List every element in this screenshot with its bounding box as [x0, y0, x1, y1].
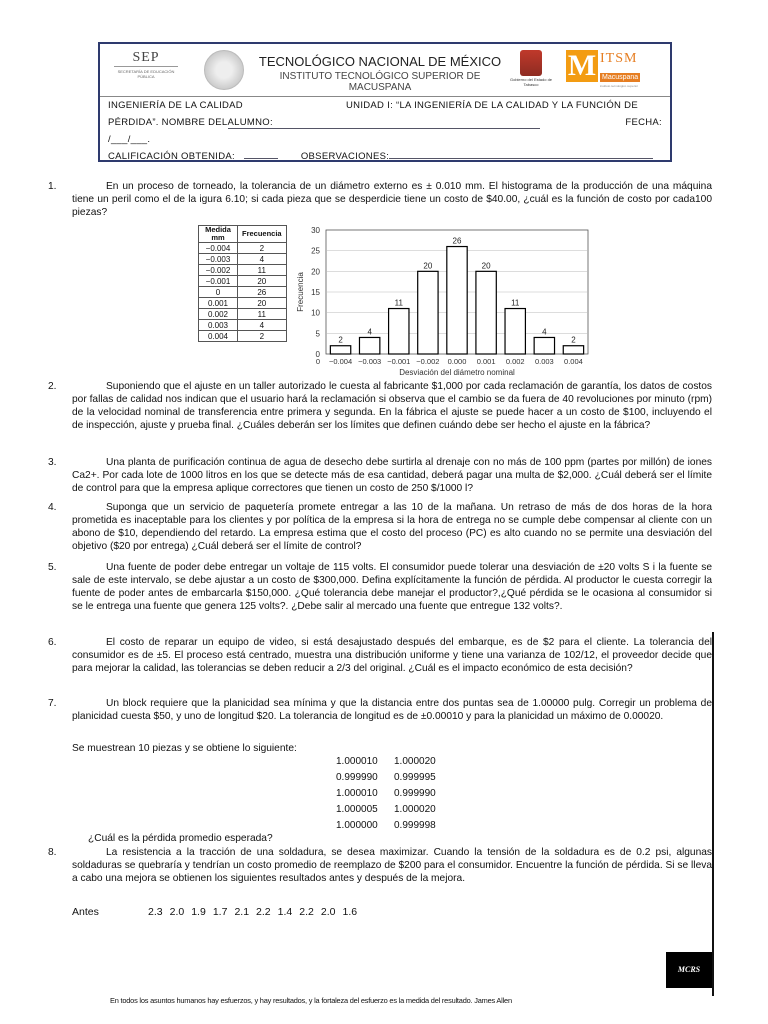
- mexico-seal-icon: [204, 50, 244, 90]
- measurement-row: [336, 820, 452, 831]
- table-cell: 20: [238, 276, 287, 287]
- itsm-logo-band: Macuspana: [602, 74, 639, 81]
- sep-logo: [114, 50, 178, 86]
- table-header: Frecuencia: [238, 226, 287, 243]
- question-number: 8.: [48, 847, 57, 858]
- antes-value: 2.3: [148, 906, 163, 918]
- question-6: [48, 636, 712, 675]
- table-cell: 0.001: [199, 298, 238, 309]
- question-text: Una planta de purificación continua de agua de desecho debe surtirla al drenaje con no más de 100 ppm (partes por millón) de iones Ca2+. Por cada lote de 1000 litros en los que se detecte más de esa cantidad, deberá pagar una multa de $2,000. ¿Cuál deberá ser el límite de control para que la empresa aplique correctores que tienen un costo de 250 $/1000 l?: [72, 457, 712, 494]
- question-7: [48, 697, 712, 723]
- table-cell: 4: [238, 254, 287, 265]
- right-margin-rule: [712, 632, 714, 996]
- table-cell: 2: [238, 331, 287, 342]
- table-row: [199, 331, 287, 342]
- table-row: [199, 320, 287, 331]
- question-7-ask: ¿Cuál es la pérdida promedio esperada?: [88, 833, 273, 844]
- student-name-field[interactable]: [228, 117, 540, 129]
- question-number: 3.: [48, 457, 57, 468]
- sep-logo-text: SEP: [114, 50, 178, 67]
- table-row: [199, 276, 287, 287]
- measurement-value: 0.999998: [394, 820, 436, 831]
- measurement-value: 0.999995: [394, 772, 436, 783]
- measurement-row: [336, 772, 452, 783]
- x-tick-label: 0.000: [447, 357, 467, 366]
- bar: [359, 337, 379, 354]
- antes-value: 2.2: [299, 906, 314, 918]
- bar-data-label: 4: [367, 327, 372, 337]
- unit-title-cont: PÉRDIDA”. NOMBRE DEL: [108, 117, 228, 128]
- y-tick-label: 10: [311, 308, 320, 318]
- question-text: Una fuente de poder debe entregar un voltaje de 115 volts. El consumidor puede tolerar una desviación de ±20 volts S i la fuente se sale de este intervalo, se debe ajustar a un costo de $300,000. Defina explícitamente la función de pérdida. Al productor le cuesta corregir la fuente de poder antes de embarcarla $150,000. ¿Qué tolerancia debe manejar el productor?,¿Qué pérdida se le ocasiona al consumidor si se le entrega una fuente que genera 125 volts?. ¿Debe salir al mercado una fuente que entregue 132 volts?.: [72, 562, 712, 612]
- antes-value: 1.9: [191, 906, 206, 918]
- antes-value: 1.6: [342, 906, 358, 918]
- table-row: [199, 309, 287, 320]
- observations-label: OBSERVACIONES:: [300, 151, 390, 162]
- measurement-value: 1.000010: [336, 788, 378, 799]
- x-tick-label: −0.004: [328, 357, 353, 366]
- bar-data-label: 20: [423, 261, 433, 271]
- institution-subtitle: INSTITUTO TECNOLÓGICO SUPERIOR DE MACUSPANA: [279, 71, 481, 93]
- bar-data-label: 11: [511, 298, 520, 308]
- x-tick-label: −0.001: [387, 357, 411, 366]
- question-number: 6.: [48, 637, 57, 648]
- itsm-logo: [600, 52, 662, 88]
- x-tick-label: 0.001: [476, 357, 496, 366]
- header-divider: [100, 96, 670, 97]
- question-4: [48, 501, 712, 553]
- institution-title: TECNOLÓGICO NACIONAL DE MÉXICO: [258, 54, 502, 69]
- bar-data-label: 20: [481, 261, 491, 271]
- x-tick-label: 0.002: [505, 357, 525, 366]
- table-row: [199, 265, 287, 276]
- measurement-value: 1.000010: [336, 756, 378, 767]
- measurement-value: 1.000005: [336, 804, 378, 815]
- student-name-label: ALUMNO:: [227, 117, 273, 128]
- grade-label: CALIFICACIÓN OBTENIDA:: [108, 151, 235, 162]
- grade-field[interactable]: [244, 158, 278, 159]
- x-axis-label: Desviación del diámetro nominal: [399, 368, 515, 377]
- y-tick-label: 0: [315, 350, 320, 359]
- bar: [447, 247, 467, 354]
- question-3: [48, 456, 712, 495]
- itsm-m-logo-icon: M: [567, 49, 597, 82]
- x-tick-label: −0.002: [416, 357, 440, 366]
- table-cell: 11: [238, 265, 287, 276]
- question-number: 5.: [48, 562, 57, 573]
- antes-row: [72, 906, 364, 918]
- antes-value: 1.4: [277, 906, 293, 918]
- table-cell: 0.004: [199, 331, 238, 342]
- footer-quote: En todos los asuntos humanos hay esfuerzos, y hay resultados, y la fortaleza del esfuerzo es la medida del resultado. James Allen: [110, 996, 512, 1005]
- question-5: [48, 561, 712, 613]
- question-7-sample: Se muestrean 10 piezas y se obtiene lo siguiente:: [72, 743, 297, 754]
- table-cell: 0.002: [199, 309, 238, 320]
- bar: [534, 337, 554, 354]
- measurement-value: 0.999990: [394, 788, 436, 799]
- table-cell: 2: [238, 243, 287, 254]
- bar-data-label: 26: [452, 236, 462, 246]
- bar: [330, 346, 350, 354]
- question-8: [48, 846, 712, 885]
- y-tick-label: 5: [315, 329, 320, 339]
- bar-data-label: 11: [394, 298, 403, 308]
- date-label: FECHA:: [625, 117, 662, 128]
- itsm-logo-tagline: instituto tecnológico superior: [600, 84, 639, 88]
- x-tick-label: 0.004: [564, 357, 583, 366]
- sep-logo-subtext: SECRETARÍA DE EDUCACIÓN PÚBLICA: [117, 69, 175, 79]
- bar-data-label: 2: [571, 335, 576, 345]
- y-tick-label: 20: [311, 267, 320, 277]
- y-tick-label: 15: [311, 288, 320, 297]
- bar: [389, 309, 409, 354]
- question-number: 1.: [48, 181, 57, 192]
- question-text: Suponga que un servicio de paquetería promete entregar a las 10 de la mañana. Un retraso de más de dos horas de la hora prometida es inaceptable para los clientes y por política de la empresa si la hora de entrega no se cumple debe compensar al cliente con un abono de $10, dependiendo del retardo. La empresa estima que el costo del proceso (PC) es alto cuando no se permite una desviación del objetivo ($20 por entrega) ¿Cuál deberá ser el límite de control?: [72, 502, 712, 552]
- bar: [476, 271, 496, 354]
- table-cell: −0.003: [199, 254, 238, 265]
- bar-data-label: 4: [542, 327, 547, 337]
- frequency-histogram: [294, 224, 594, 382]
- question-1: [48, 180, 712, 219]
- measurement-value: 0.999990: [336, 772, 378, 783]
- header-row-grade: [108, 151, 662, 162]
- y-axis-label: Frecuencia: [296, 272, 305, 312]
- measurement-value: 1.000000: [336, 820, 378, 831]
- table-row: [199, 287, 287, 298]
- table-row: [199, 298, 287, 309]
- table-cell: −0.001: [199, 276, 238, 287]
- question-text: Un block requiere que la planicidad sea mínima y que la distancia entre dos puntas sea de 1.00000 pulg. Corregir un problema de planicidad cuesta $50, y uno de longitud $20. La tolerancia de longitud es de ±0.00010 y para la planicidad un máximo de 0.00020.: [72, 698, 712, 722]
- header-row-course: [108, 100, 662, 111]
- table-cell: −0.002: [199, 265, 238, 276]
- antes-value: 2.2: [256, 906, 271, 918]
- question-text: La resistencia a la tracción de una soldadura, se desea maximizar. Cuando la tensión de la soldadura es de 0.2 psi, algunas soldaduras se quebraría y tendrían un costo promedio de reemplazo de $200 para el consumidor. Encuentre la función de pérdida. Si se lleva a cabo una mejora se obtienen los siguientes resultados antes y después de la mejora.: [72, 847, 712, 884]
- question-text: El costo de reparar un equipo de video, si está desajustado después del embarque, es de $2 para el cliente. La tolerancia del consumidor es de ±5. El proceso está centrado, muestra una distribución uniforme y tiene una varianza de 102/12, el proveedor decide que para mejorar la calidad, las tolerancias se deben reducir a 2/3 del original. ¿Cuál es el impacto económico de esta decisión?: [72, 637, 712, 674]
- measurement-row: [336, 756, 452, 767]
- x-tick-label: −0.003: [358, 357, 382, 366]
- y-tick-label: 30: [311, 226, 320, 235]
- tabasco-caption: Gobierno del Estado de Tabasco: [509, 77, 553, 87]
- bar-data-label: 2: [338, 335, 343, 345]
- itsm-logo-text: ITSM: [600, 51, 638, 66]
- mcrs-badge: MCRS: [666, 952, 712, 988]
- table-cell: 0.003: [199, 320, 238, 331]
- table-cell: −0.004: [199, 243, 238, 254]
- question-number: 2.: [48, 381, 57, 392]
- bar: [418, 271, 438, 354]
- header-row-student: [108, 117, 662, 129]
- table-row: [199, 243, 287, 254]
- y-tick-label: 25: [311, 246, 320, 256]
- measurement-row: [336, 804, 452, 815]
- bar: [505, 309, 525, 354]
- question-2: [48, 380, 712, 432]
- header-box: [98, 42, 672, 162]
- question-number: 7.: [48, 698, 57, 709]
- table-header: Medida mm: [199, 226, 238, 243]
- x-tick-label: 0.003: [534, 357, 554, 366]
- antes-value: 2.0: [169, 906, 185, 918]
- observations-field[interactable]: [389, 158, 653, 159]
- table-cell: 26: [238, 287, 287, 298]
- tabasco-shield-icon: [520, 50, 542, 76]
- antes-value: 1.7: [212, 906, 228, 918]
- question-text: Suponiendo que el ajuste en un taller autorizado le cuesta al fabricante $1,000 por cada reclamación de garantía, los datos de costos por fallas de calidad nos indican que el usuario hará la reclamación si observa que el cambio se da fuera de 40 revoluciones por minuto (rpm) de la velocidad nominal de transferencia entre primera y segunda. En la fábrica el ajuste se puede hacer a un costo de $100, incluyendo el de inspección, ajuste y prueba final. ¿Cuáles deberán ser los límites que definen cuándo debe ser hecho el ajuste en la fábrica?: [72, 381, 712, 431]
- bar: [563, 346, 583, 354]
- x-origin-label: 0: [315, 357, 320, 366]
- course-name: INGENIERÍA DE LA CALIDAD: [108, 100, 243, 111]
- antes-value: 2.0: [320, 906, 336, 918]
- table-cell: 0: [199, 287, 238, 298]
- antes-value: 2.1: [234, 906, 250, 918]
- date-field[interactable]: /___/___.: [108, 134, 151, 145]
- table-cell: 20: [238, 298, 287, 309]
- unit-title: UNIDAD I: “LA INGENIERÍA DE LA CALIDAD Y LA FUNCIÓN DE: [346, 100, 638, 111]
- antes-label: Antes: [72, 906, 99, 918]
- measurement-row: [336, 788, 452, 799]
- measurement-value: 1.000020: [394, 756, 436, 767]
- question-text: En un proceso de torneado, la tolerancia de un diámetro externo es ± 0.010 mm. El histograma de la producción de una máquina tiene un peril como el de la igura 6.10; si cada pieza que se desperdicie tiene un costo de $40.00, ¿cuál es la función de costo por cada100 piezas?: [72, 181, 712, 218]
- table-cell: 11: [238, 309, 287, 320]
- measurement-value: 1.000020: [394, 804, 436, 815]
- question-number: 4.: [48, 502, 57, 513]
- frequency-table: [198, 225, 287, 342]
- table-cell: 4: [238, 320, 287, 331]
- table-row: [199, 254, 287, 265]
